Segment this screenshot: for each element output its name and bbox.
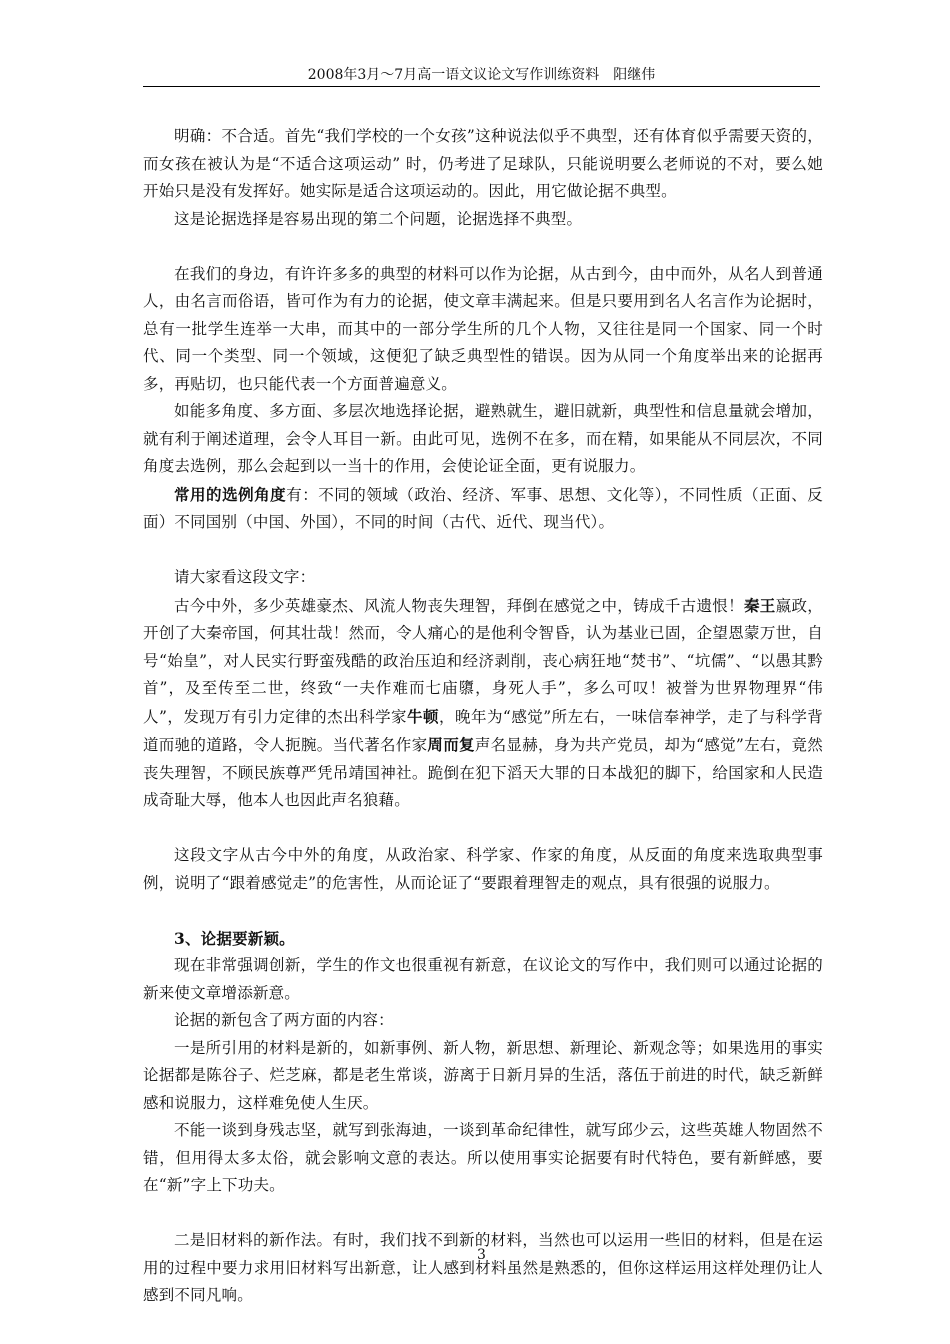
- paragraph: 一是所引用的材料是新的，如新事例、新人物，新思想、新理论、新观念等；如果选用的事实论据都是陈谷子、烂芝麻，都是老生常谈，游离于日新月异的生活，落伍于前进的时代，缺乏新鲜感和说服力，这样难免使人生厌。: [143, 1038, 823, 1112]
- page-number: 3: [477, 1247, 486, 1263]
- paragraph: 论据的新包含了两方面的内容：: [174, 1011, 394, 1029]
- header-rule: [143, 86, 820, 87]
- bold-name: 秦王: [743, 595, 776, 615]
- bold-name: 周而复: [427, 735, 475, 754]
- paragraph-text: 有：不同的领域（政治、经济、军事、思想、文化等），不同性质（正面、反面）不同国别（中国、外国），不同的时间（古代、近代、现当代）。: [143, 485, 823, 531]
- page-header: 2008年3月～7月高一语文议论文写作训练资料 阳继伟: [307, 67, 656, 83]
- document-body: [143, 123, 823, 1310]
- bold-term: 常用的选例角度: [174, 484, 287, 504]
- section-heading: 3、论据要新颖。: [174, 928, 295, 948]
- paragraph: 二是旧材料的新作法。有时，我们找不到新的材料，当然也可以运用一些旧的材料，但是在运用的过程中要力求用旧材料写出新意，让人感到材料虽然是熟悉的，但你这样运用这样处理仍让人感到不同凡响。: [143, 1231, 823, 1304]
- paragraph: 如能多角度、多方面、多层次地选择论据，避熟就生，避旧就新，典型性和信息量就会增加，就有利于阐述道理，会令人耳目一新。由此可见，选例不在多，而在精，如果能从不同层次，不同角度去选例，那么会起到以一当十的作用，会使论证全面，更有说服力。: [143, 402, 823, 475]
- passage-text: 嬴政，开创了大秦帝国，何其壮哉！然而，令人痛心的是他利令智昏，认为基业已固，企望恩蒙万世，自号“始皇”，对人民实行野蛮残酷的政治压迫和经济剥削，丧心病狂地“焚书”、“坑儒”、“以愚其黔首”，及至传至二世，终致“一夫作难而七庙隳，身死人手”，多么可叹！被誉为世界物理界“伟人”，发现万有引力定律的杰出科学家: [143, 596, 824, 726]
- passage-text: 古今中外，多少英雄豪杰、风流人物丧失理智，拜倒在感觉之中，铸成千古遗恨！: [174, 596, 744, 615]
- paragraph-gap: [143, 537, 823, 565]
- paragraph: 请大家看这段文字：: [174, 568, 316, 586]
- passage-text: 声名显赫，身为共产党员，却为“感觉”左右，竟然丧失理智，不顾民族尊严凭吊靖国神社。跪倒在犯下滔天大罪的日本战犯的脚下，给国家和人民造成奇耻大辱，他本人也因此声名狼藉。: [143, 736, 823, 809]
- paragraph-gap: [143, 1200, 823, 1228]
- paragraph: [143, 481, 823, 537]
- paragraph: 这段文字从古今中外的角度，从政治家、科学家、作家的角度，从反面的角度来选取典型事例，说明了“跟着感觉走”的危害性，从而论证了“要跟着理智走的观点，具有很强的说服力。: [143, 846, 823, 892]
- paragraph-gap: [143, 233, 823, 261]
- bold-name: 牛顿: [407, 706, 440, 726]
- quoted-passage: [143, 592, 823, 815]
- paragraph: 明确：不合适。首先“我们学校的一个女孩”这种说法似乎不典型，还有体育似乎需要天资的，而女孩在被认为是“不适合这项运动” 时，仍考进了足球队，只能说明要么老师说的不对，要么她开始只是没有发挥好。她实际是适合这项运动的。因此，用它做论据不典型。: [143, 127, 823, 200]
- paragraph-gap: [143, 815, 823, 843]
- paragraph: 现在非常强调创新，学生的作文也很重视有新意，在议论文的写作中，我们则可以通过论据的新来使文章增添新意。: [143, 956, 823, 1002]
- paragraph: 不能一谈到身残志坚，就写到张海迪，一谈到革命纪律性，就写邱少云，这些英雄人物固然不错，但用得太多太俗，就会影响文意的表达。所以使用事实论据要有时代特色，要有新鲜感，要在“新”字上下功夫。: [143, 1121, 823, 1194]
- paragraph: 这是论据选择是容易出现的第二个问题，论据选择不典型。: [174, 209, 583, 228]
- paragraph-gap: [143, 897, 823, 925]
- passage-text: ，晚年为“感觉”所左右，一味信奉神学，走了与科学背道而驰的道路，令人扼腕。当代著名作家: [143, 707, 824, 754]
- paragraph: 在我们的身边，有许许多多的典型的材料可以作为论据，从古到今，由中而外，从名人到普通人，由名言而俗语，皆可作为有力的论据，使文章丰满起来。但是只要用到名人名言作为论据时，总有一批学生连举一大串，而其中的一部分学生所的几个人物，又往往是同一个国家、同一个时代、同一个类型、同一个领域，这便犯了缺乏典型性的错误。因为从同一个角度举出来的论据再多，再贴切，也只能代表一个方面普遍意义。: [143, 264, 823, 393]
